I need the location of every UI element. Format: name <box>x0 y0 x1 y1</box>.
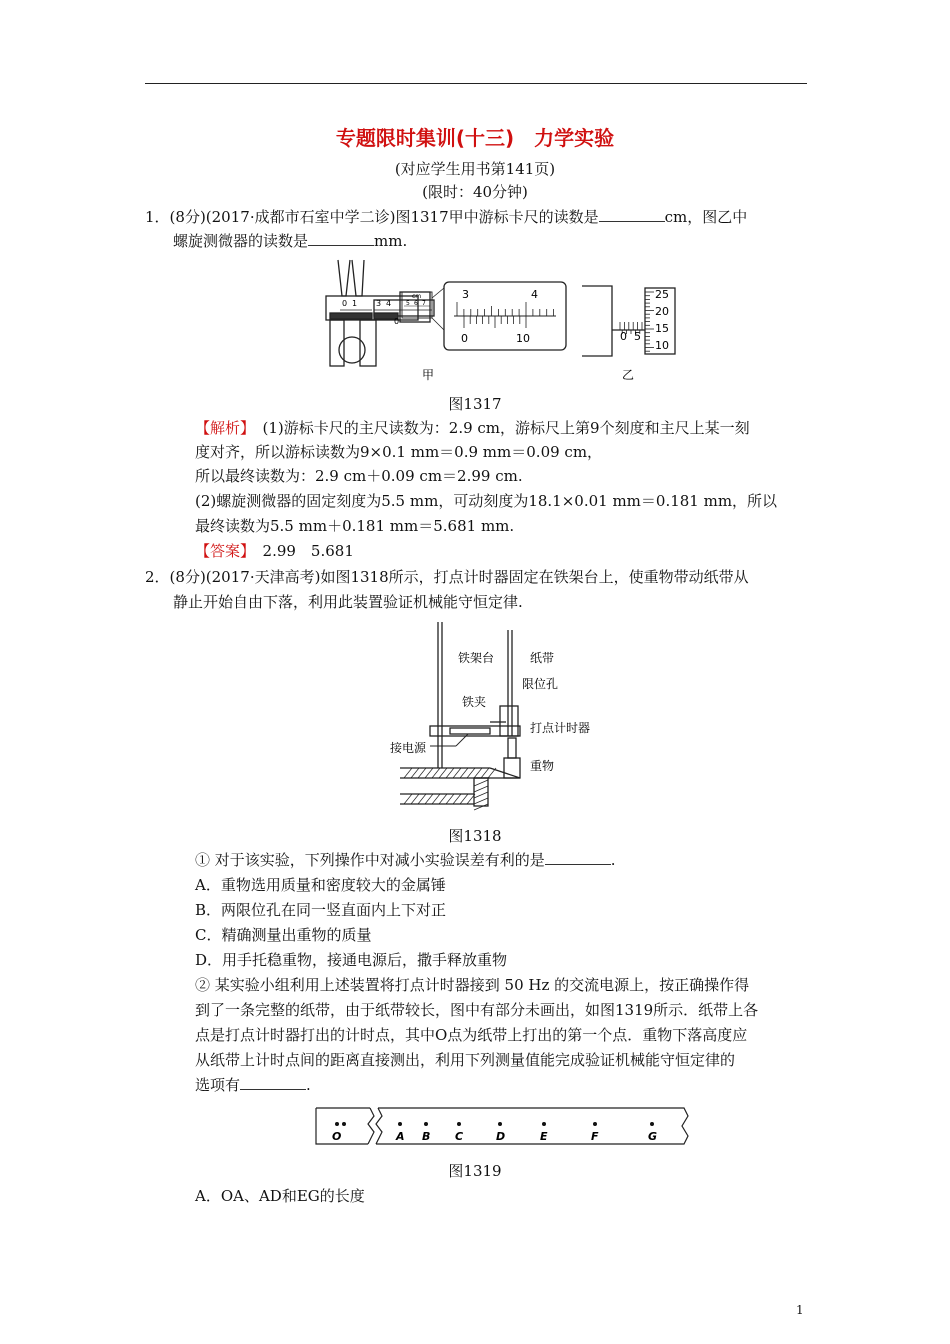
hatch-line <box>411 794 419 804</box>
hatch-line <box>474 780 488 786</box>
tape-label: C <box>455 1130 464 1143</box>
tape-point-C <box>455 1122 463 1143</box>
q1-text-a: 1．(8分)(2017·成都市石室中学二诊)图1317甲中游标卡尺的读数是 <box>145 208 599 226</box>
tape-label: A <box>396 1130 405 1143</box>
q2-sub2-line3: 点是打点计时器打出的计时点，其中O点为纸带上打出的第一个点．重物下落高度应 <box>195 1026 748 1044</box>
page-number: 1 <box>796 1303 804 1317</box>
q1-text-d: mm. <box>374 232 408 250</box>
hatch-line <box>453 768 461 778</box>
thimble-10: 10 <box>655 339 669 352</box>
tape-dot <box>593 1122 597 1126</box>
hatch-line <box>404 768 412 778</box>
hatch-line <box>453 794 461 804</box>
tape-point-A <box>395 1122 405 1143</box>
q2-option-a: A．重物选用质量和密度较大的金属锤 <box>195 876 446 894</box>
subtitle: (对应学生用书第141页) <box>394 160 556 178</box>
answer-blank <box>545 850 611 865</box>
tape-label: B <box>422 1130 431 1143</box>
hatch-line <box>425 768 433 778</box>
hatch-line <box>404 794 412 804</box>
main-scale-3: 3 <box>462 288 469 301</box>
small-vernier-0: 0 <box>394 317 400 326</box>
hatch-line <box>481 768 489 778</box>
tape-dot <box>498 1122 502 1126</box>
label-tape: 纸带 <box>530 651 555 665</box>
tape-point-B <box>422 1122 430 1143</box>
tape-point-G <box>648 1122 657 1143</box>
q2-line1: 2．(8分)(2017·天津高考)如图1318所示，打点计时器固定在铁架台上，使重物带动纸带从 <box>145 568 749 586</box>
analysis-tag: 【解析】 <box>195 419 248 437</box>
fig-1319-caption: 图1319 <box>448 1162 502 1180</box>
hatch-line <box>432 768 440 778</box>
answer-value: 2.99 5.681 <box>262 542 354 560</box>
figure-1319 <box>314 1106 694 1150</box>
tape-point-D <box>496 1122 505 1143</box>
page-title: 专题限时集训(十三) 力学实验 <box>335 126 615 150</box>
hatch-line <box>446 768 454 778</box>
hatch-line <box>432 794 440 804</box>
q1-answer <box>195 540 354 562</box>
small-tick-3: 3 <box>376 299 382 308</box>
q2-option-c: C．精确测量出重物的质量 <box>195 926 372 944</box>
q2-sub2-line1: ② 某实验小组利用上述装置将打点计时器接到 50 Hz 的交流电源上，按正确操作得 <box>195 976 750 994</box>
hatch-line <box>418 768 426 778</box>
sleeve-5: 5 <box>634 330 641 343</box>
analysis-text-1: (1)游标卡尺的主尺读数为：2.9 cm，游标尺上第9个刻度和主尺上某一刻 <box>262 419 750 437</box>
small-tick-5: 5 <box>406 300 410 307</box>
label-clamp: 铁夹 <box>462 695 487 709</box>
small-tick-4: 4 <box>386 299 392 308</box>
q2-sub2-line5 <box>195 1074 311 1096</box>
q2-sub2-line2: 到了一条完整的纸带，由于纸带较长，图中有部分未画出，如图1319所示．纸带上各 <box>195 1001 759 1019</box>
hatch-line <box>439 794 447 804</box>
thimble-20: 20 <box>655 305 669 318</box>
q2-option2-a: A．OA、AD和EG的长度 <box>195 1187 365 1205</box>
tape-label: G <box>648 1130 658 1143</box>
header-rule <box>145 83 807 84</box>
tape-dot <box>424 1122 428 1126</box>
tape-points <box>332 1122 657 1143</box>
tape-point-O <box>332 1122 346 1143</box>
sub2-end: . <box>306 1076 311 1094</box>
hatch-line <box>460 794 468 804</box>
sleeve-0: 0 <box>620 330 627 343</box>
q2-option-b: B．两限位孔在同一竖直面内上下对正 <box>195 901 447 919</box>
sub1-end: . <box>610 851 616 869</box>
label-stand: 铁架台 <box>458 651 495 665</box>
hatch-line <box>425 794 433 804</box>
label-hole: 限位孔 <box>522 677 559 691</box>
figure-1318 <box>390 618 610 808</box>
answer-blank <box>599 207 665 222</box>
answer-blank <box>240 1075 306 1090</box>
caliper-drawing <box>326 260 566 366</box>
sub1-text: ① 对于该实验，下列操作中对减小实验误差有利的是 <box>195 851 545 869</box>
hatch-line <box>474 768 482 778</box>
tape-label: E <box>540 1130 548 1143</box>
tape-dot <box>650 1122 654 1126</box>
label-jia: 甲 <box>422 368 435 382</box>
hatch-line <box>411 768 419 778</box>
thimble-15: 15 <box>655 322 669 335</box>
hatch-line <box>460 768 468 778</box>
tape-dot <box>398 1122 402 1126</box>
main-scale-4: 4 <box>531 288 538 301</box>
label-weight: 重物 <box>530 759 555 773</box>
caliper-ticks <box>457 302 554 328</box>
fig-1317-caption: 图1317 <box>448 395 502 413</box>
hatch-line <box>488 768 496 778</box>
q2-sub1 <box>195 849 616 871</box>
q1-line1 <box>145 206 747 228</box>
hatch-line <box>474 786 488 792</box>
q1-analysis-1 <box>195 417 750 439</box>
tape-label: F <box>591 1130 599 1143</box>
tape-point-F <box>591 1122 599 1143</box>
q1-line2 <box>173 230 407 252</box>
q2-line2: 静止开始自由下落，利用此装置验证机械能守恒定律. <box>173 593 523 611</box>
small-tick-0: 0 <box>342 299 348 308</box>
tape-label: D <box>496 1130 506 1143</box>
small-cm: cm <box>412 293 422 300</box>
time-limit: (限时：40分钟) <box>422 183 528 201</box>
q2-option-d: D．用手托稳重物，接通电源后，撒手释放重物 <box>195 951 508 969</box>
sub2-text: 选项有 <box>195 1076 241 1094</box>
label-yi: 乙 <box>622 368 635 382</box>
tape-dot <box>342 1122 346 1126</box>
vernier-10: 10 <box>516 332 530 345</box>
hatch-line <box>439 768 447 778</box>
q1-text-c: 螺旋测微器的读数是 <box>173 232 309 250</box>
tape-label: O <box>332 1130 342 1143</box>
figure-1317 <box>320 258 680 383</box>
tape-dot <box>542 1122 546 1126</box>
q2-sub2-line4: 从纸带上计时点间的距离直接测出，利用下列测量值能完成验证机械能守恒定律的 <box>195 1051 736 1069</box>
q1-analysis-5: 最终读数为5.5 mm＋0.181 mm＝5.681 mm. <box>195 517 515 535</box>
stand-drawing <box>400 622 520 806</box>
thimble-25: 25 <box>655 288 669 301</box>
hatch-line <box>474 792 488 798</box>
q1-text-b: cm，图乙中 <box>664 208 748 226</box>
answer-tag: 【答案】 <box>195 542 248 560</box>
label-power: 接电源 <box>390 741 427 755</box>
hatch-line <box>474 798 488 804</box>
fig-1318-caption: 图1318 <box>448 827 502 845</box>
q1-analysis-3: 所以最终读数为：2.9 cm＋0.09 cm＝2.99 cm. <box>195 467 523 485</box>
label-timer: 打点计时器 <box>530 721 591 735</box>
q1-analysis-4: (2)螺旋测微器的固定刻度为5.5 mm，可动刻度为18.1×0.01 mm＝0.181 mm，所以 <box>195 492 778 510</box>
tape-dot <box>457 1122 461 1126</box>
vernier-0: 0 <box>461 332 468 345</box>
tape-point-E <box>540 1122 548 1143</box>
hatch-line <box>467 768 475 778</box>
q1-analysis-2: 度对齐，所以游标读数为9×0.1 mm＝0.9 mm＝0.09 cm， <box>195 443 603 461</box>
answer-blank <box>308 231 374 246</box>
hatch-line <box>446 794 454 804</box>
hatch-line <box>418 794 426 804</box>
small-tick-6: 6 <box>414 300 418 307</box>
small-tick-7: 7 <box>422 300 426 307</box>
small-tick-1: 1 <box>352 299 358 308</box>
hatch-line <box>474 804 488 810</box>
tape-dot <box>335 1122 339 1126</box>
